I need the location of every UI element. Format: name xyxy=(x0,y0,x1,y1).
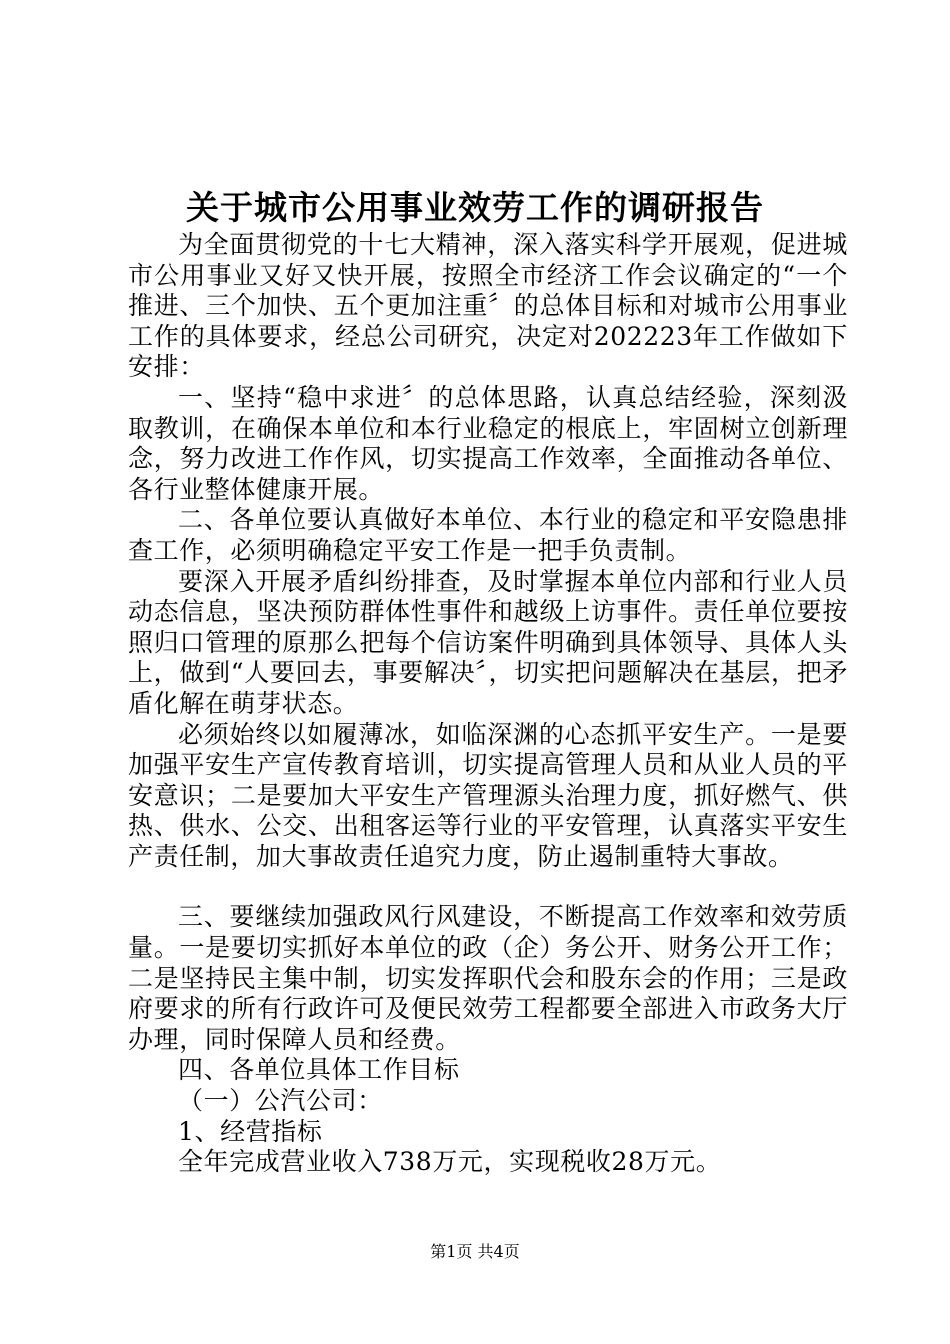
paragraph-intro: 为全面贯彻党的十七大精神，深入落实科学开展观，促进城市公用事业又好又快开展，按照全市经济工作会议确定的“一个推进、三个加快、五个更加注重〞的总体目标和对城市公用事业工作的具体要求，经总公司研究，决定对202223年工作做如下安排： xyxy=(128,230,848,382)
document-title: 关于城市公用事业效劳工作的调研报告 xyxy=(186,188,764,227)
paragraph-revenue-target: 全年完成营业收入738万元，实现税收28万元。 xyxy=(178,1147,722,1177)
page-number-footer: 第1页 共4页 xyxy=(430,1242,520,1261)
paragraph-section-3: 三、要继续加强政风行风建设，不断提高工作效率和效劳质量。一是要切实抓好本单位的政（企）务公开、财务公开工作；二是坚持民主集中制，切实发挥职代会和股东会的作用；三是政府要求的所有行政许可及便民效劳工程都要全部进入市政务大厅办理，同时保障人员和经费。 xyxy=(128,902,848,1054)
paragraph-section-2: 二、各单位要认真做好本单位、本行业的稳定和平安隐患排查工作，必须明确稳定平安工作是一把手负责制。 xyxy=(128,505,848,565)
paragraph-section-1: 一、坚持“稳中求进〞的总体思路，认真总结经验，深刻汲取教训，在确保本单位和本行业稳定的根底上，牢固树立创新理念，努力改进工作作风，切实提高工作效率，全面推动各单位、各行业整体健康开展。 xyxy=(128,382,848,504)
paragraph-section-4-heading: 四、各单位具体工作目标 xyxy=(178,1055,460,1085)
paragraph-safety-production: 必须始终以如履薄冰，如临深渊的心态抓平安生产。一是要加强平安生产宣传教育培训，切实提高管理人员和从业人员的平安意识；二是要加大平安生产管理源头治理力度，抓好燃气、供热、供水、公交、出租客运等行业的平安管理，认真落实平安生产责任制，加大事故责任追究力度，防止遏制重特大事故。 xyxy=(128,719,848,871)
paragraph-subsection-bus-company: （一）公汽公司： xyxy=(178,1086,383,1116)
paragraph-business-indicators: 1、经营指标 xyxy=(178,1116,323,1146)
document-body xyxy=(128,230,848,1178)
paragraph-dispute-screening: 要深入开展矛盾纠纷排查，及时掌握本单位内部和行业人员动态信息，坚决预防群体性事件和越级上访事件。责任单位要按照归口管理的原那么把每个信访案件明确到具体领导、具体人头上，做到“人要回去，事要解决〞，切实把问题解决在基层，把矛盾化解在萌芽状态。 xyxy=(128,566,848,718)
